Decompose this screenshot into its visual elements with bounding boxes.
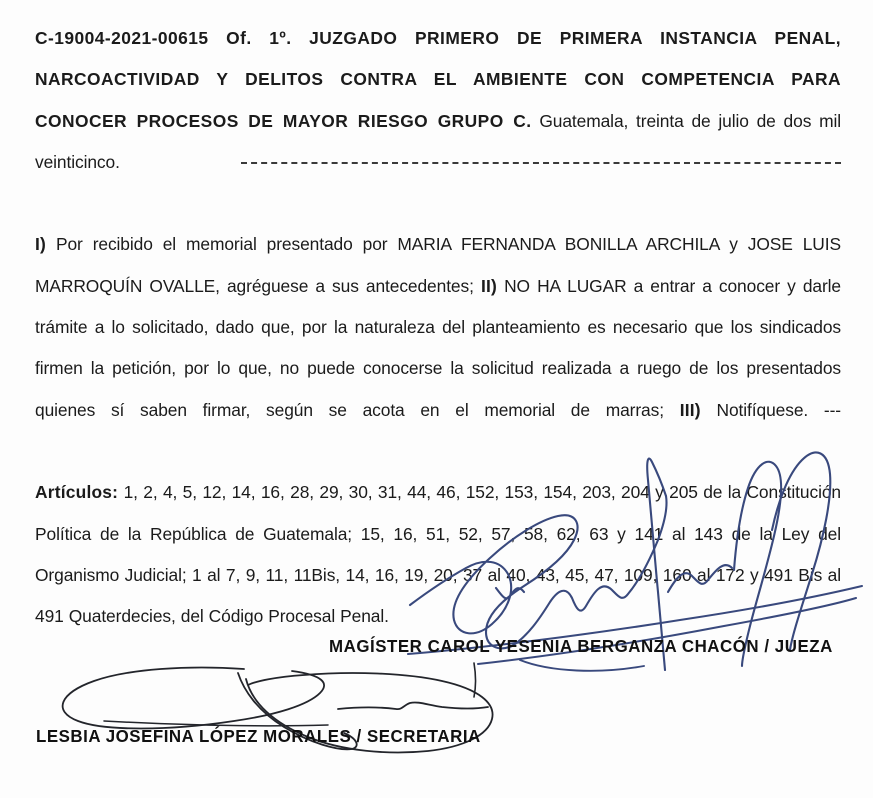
document-body	[35, 18, 841, 637]
articles-paragraph	[35, 472, 841, 637]
judge-name-label: MAGÍSTER CAROL YESENIA BERGANZA CHACÓN / JUEZA	[329, 636, 833, 656]
case-number-and-court-heading: C-19004-2021-00615 Of. 1º. JUZGADO PRIMERO DE PRIMERA INSTANCIA PENAL, NARCOACTIVIDAD Y DELITOS CONTRA EL AMBIENTE CON COMPETENCIA PARA CONOCER PROCESOS DE MAYOR RIESGO GRUPO C.	[35, 28, 841, 131]
header-paragraph	[35, 18, 841, 224]
dashed-fill-rule	[241, 162, 841, 164]
articles-text: 1, 2, 4, 5, 12, 14, 16, 28, 29, 30, 31, 44, 46, 152, 153, 154, 203, 204 y 205 de la Constitución Política de la República de Guatemala; 15, 16, 51, 52, 57, 58, 62, 63 y 141 al 143 de la Ley del Organismo Judicial; 1 al 7, 9, 11, 11Bis, 14, 16, 19, 20, 37 al 40, 43, 45, 47, 109, 160 al 172 y 491 Bis al 491 Quaterdecies, del Código Procesal Penal.	[35, 482, 841, 627]
item-1-text: Por recibido el memorial presentado por MARIA FERNANDA BONILLA ARCHILA y JOSE LUIS MARROQUÍN OVALLE, agréguese a sus antecedentes;	[35, 234, 841, 296]
secretary-signature-ink	[8, 655, 528, 765]
resolution-paragraph	[35, 224, 841, 472]
item-3-text: Notifíquese.	[716, 399, 809, 420]
articles-label: Artículos:	[35, 482, 119, 503]
item-1-marker: I)	[35, 234, 47, 255]
item-3-marker: III)	[679, 399, 701, 420]
item-2-marker: II)	[480, 275, 497, 296]
item-2-text: NO HA LUGAR a entrar a conocer y darle trámite a lo solicitado, dado que, por la naturaleza del planteamiento es necesario que los sindicados firmen la petición, por lo que, no puede conocerse la solicitud realizada a ruego de los presentados quienes sí saben firmar, según se acota en el memorial de marras;	[35, 275, 841, 420]
trailing-dashes: ---	[823, 399, 841, 420]
secretary-name-label: LESBIA JOSEFINA LÓPEZ MORALES / SECRETARIA	[36, 726, 481, 746]
place-and-date: Guatemala, treinta de julio de dos mil veinticinco.	[35, 110, 841, 172]
